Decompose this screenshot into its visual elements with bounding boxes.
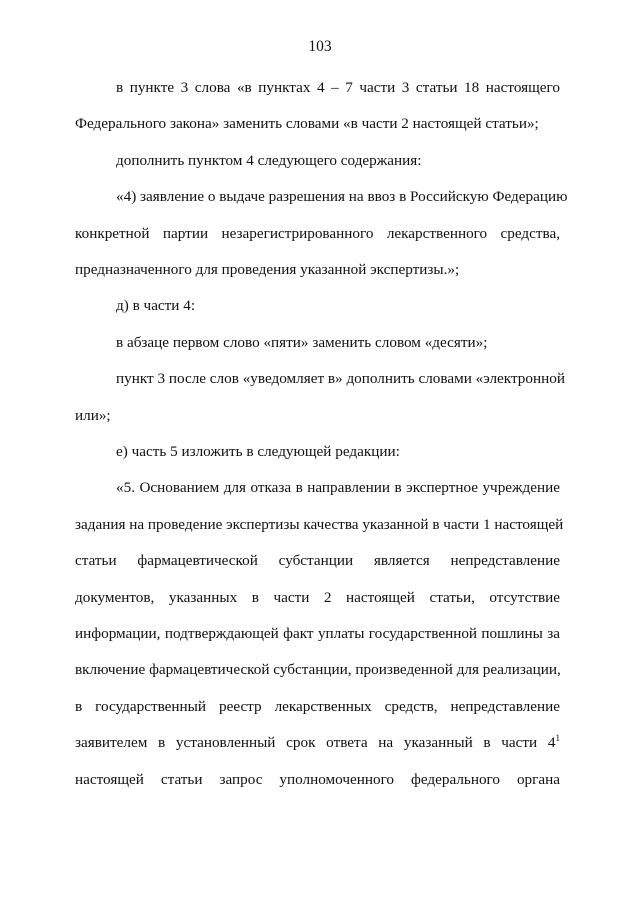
text-line (75, 114, 560, 134)
text-line-content: конкретной партии незарегистрированного лекарственного средства, (75, 224, 560, 242)
text-line (116, 151, 560, 171)
text-line-content: задания на проведение экспертизы качества указанной в части 1 настоящей (75, 515, 564, 533)
text-line (75, 733, 560, 753)
text-line-content: настоящей статьи запрос уполномоченного федерального органа (75, 770, 560, 788)
text-line (75, 588, 560, 608)
text-line (116, 187, 568, 207)
text-line-content: дополнить пунктом 4 следующего содержания: (116, 151, 422, 169)
text-line (116, 442, 560, 462)
text-line-content: пункт 3 после слов «уведомляет в» дополнить словами «электронной (116, 370, 565, 388)
text-line (116, 333, 560, 353)
text-line (75, 770, 560, 790)
text-line (116, 478, 560, 498)
page-number: 103 (308, 38, 332, 55)
text-line (75, 515, 564, 535)
text-line-content: информации, подтверждающей факт уплаты государственной пошлины за (75, 625, 560, 642)
text-line (116, 78, 560, 98)
text-line (75, 260, 560, 280)
text-line (116, 296, 560, 316)
text-line-content: д) в части 4: (116, 297, 196, 315)
text-line-content: «4) заявление о выдаче разрешения на ввоз в Российскую Федерацию (116, 188, 568, 206)
text-line (75, 660, 560, 680)
text-line-content: «5. Основанием для отказа в направлении в экспертное учреждение (116, 479, 560, 497)
text-line-content: статьи фармацевтической субстанции является непредставление (75, 552, 560, 570)
text-line-content: в государственный реестр лекарственных средств, непредставление (75, 697, 560, 715)
text-line-content: в пункте 3 слова «в пунктах 4 – 7 части 3 статьи 18 настоящего (116, 79, 560, 96)
text-line (75, 697, 560, 717)
text-line-content: предназначенного для проведения указанной экспертизы.»; (75, 261, 460, 278)
text-line-content: е) часть 5 изложить в следующей редакции: (116, 443, 400, 460)
text-line-content: Федерального закона» заменить словами «в части 2 настоящей статьи»; (75, 115, 539, 133)
text-line (75, 224, 560, 244)
text-line-content: в абзаце первом слово «пяти» заменить словом «десяти»; (116, 333, 488, 351)
text-line-content: документов, указанных в части 2 настоящей статьи, отсутствие (75, 588, 560, 606)
text-line (75, 551, 560, 571)
superscript: 1 (555, 733, 560, 744)
text-line-content: заявителем в установленный срок ответа на указанный в части 4 (75, 734, 556, 752)
text-line (75, 406, 560, 426)
text-line (116, 369, 565, 389)
text-line-content: включение фармацевтической субстанции, произведенной для реализации, (75, 661, 561, 679)
text-line (75, 624, 560, 644)
text-line-content: или»; (75, 406, 111, 424)
